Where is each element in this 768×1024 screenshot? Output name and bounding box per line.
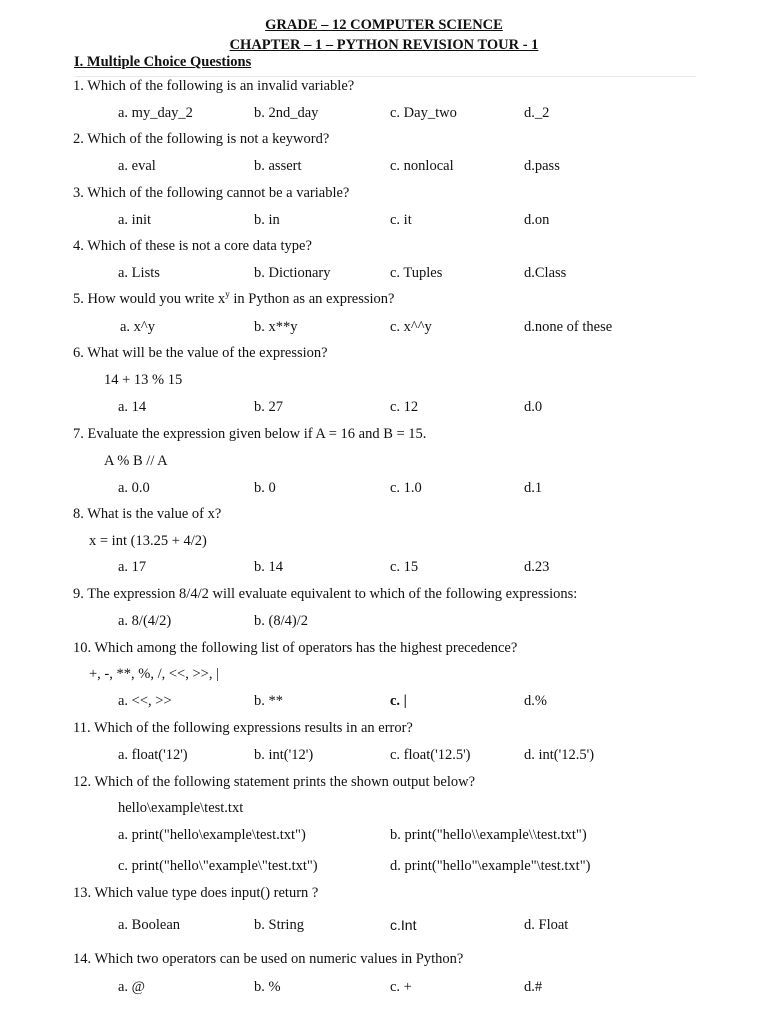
question-6: 6. What will be the value of the expression? xyxy=(73,345,328,361)
question-5 xyxy=(73,291,394,308)
option-5b: b. x**y xyxy=(254,319,298,335)
expression-12: hello\example\test.txt xyxy=(118,800,244,816)
question-11: 11. Which of the following expressions results in an error? xyxy=(73,720,413,736)
option-3c: c. it xyxy=(390,212,412,228)
question-3: 3. Which of the following cannot be a variable? xyxy=(73,185,350,201)
option-1a: a. my_day_2 xyxy=(118,105,193,121)
option-10c: c. | xyxy=(390,693,407,709)
question-13: 13. Which value type does input() return ? xyxy=(73,885,319,901)
option-7a: a. 0.0 xyxy=(118,480,150,496)
option-6d: d.0 xyxy=(524,399,543,415)
option-2d: d.pass xyxy=(524,158,560,174)
option-13c: c.Int xyxy=(390,917,417,933)
option-2a: a. eval xyxy=(118,158,156,174)
option-1d: d._2 xyxy=(524,105,550,121)
question-5-superscript: y xyxy=(225,289,230,299)
option-5c: c. x^^y xyxy=(390,319,432,335)
option-11b: b. int('12') xyxy=(254,747,314,763)
option-12a: a. print("hello\example\test.txt") xyxy=(118,827,306,843)
option-14b: b. % xyxy=(254,979,281,995)
option-4a: a. Lists xyxy=(118,265,160,281)
divider xyxy=(74,76,696,77)
question-4: 4. Which of these is not a core data type? xyxy=(73,238,312,254)
option-7b: b. 0 xyxy=(254,480,276,496)
option-3a: a. init xyxy=(118,212,152,228)
question-2: 2. Which of the following is not a keyword? xyxy=(73,131,330,147)
option-10d: d.% xyxy=(524,693,547,709)
option-12d: d. print("hello"\example"\test.txt") xyxy=(390,858,591,874)
option-11a: a. float('12') xyxy=(118,747,188,763)
option-1c: c. Day_two xyxy=(390,105,457,121)
option-4d: d.Class xyxy=(524,265,567,281)
option-5a: a. x^y xyxy=(120,319,155,335)
question-14: 14. Which two operators can be used on numeric values in Python? xyxy=(73,951,464,967)
question-10: 10. Which among the following list of operators has the highest precedence? xyxy=(73,640,518,656)
option-14c: c. + xyxy=(390,979,412,995)
option-9a: a. 8/(4/2) xyxy=(118,613,172,629)
expression-8: x = int (13.25 + 4/2) xyxy=(89,533,207,549)
option-8d: d.23 xyxy=(524,559,550,575)
section-heading: I. Multiple Choice Questions xyxy=(74,54,252,70)
option-6c: c. 12 xyxy=(390,399,419,415)
option-11c: c. float('12.5') xyxy=(390,747,471,763)
question-12: 12. Which of the following statement prints the shown output below? xyxy=(73,774,476,790)
question-5-text-end: in Python as an expression? xyxy=(229,291,395,307)
option-6a: a. 14 xyxy=(118,399,147,415)
option-11d: d. int('12.5') xyxy=(524,747,595,763)
option-14d: d.# xyxy=(524,979,543,995)
option-2b: b. assert xyxy=(254,158,302,174)
option-3b: b. in xyxy=(254,212,280,228)
expression-10: +, -, **, %, /, <<, >>, | xyxy=(89,666,219,682)
option-13b: b. String xyxy=(254,917,304,933)
expression-6: 14 + 13 % 15 xyxy=(104,372,183,388)
question-8: 8. What is the value of x? xyxy=(73,506,222,522)
question-9: 9. The expression 8/4/2 will evaluate equivalent to which of the following expressions: xyxy=(73,586,578,602)
option-10a: a. <<, >> xyxy=(118,693,172,709)
question-5-text-start: 5. How would you write x xyxy=(73,291,226,307)
option-10b: b. ** xyxy=(254,693,283,709)
option-5d: d.none of these xyxy=(524,319,613,335)
option-12b: b. print("hello\\example\\test.txt") xyxy=(390,827,587,843)
question-7: 7. Evaluate the expression given below if A = 16 and B = 15. xyxy=(73,426,427,442)
option-7d: d.1 xyxy=(524,480,543,496)
option-8a: a. 17 xyxy=(118,559,147,575)
expression-7: A % B // A xyxy=(104,453,168,469)
option-1b: b. 2nd_day xyxy=(254,105,319,121)
option-9b: b. (8/4)/2 xyxy=(254,613,308,629)
option-8c: c. 15 xyxy=(390,559,419,575)
question-1: 1. Which of the following is an invalid variable? xyxy=(73,78,355,94)
option-8b: b. 14 xyxy=(254,559,283,575)
option-13d: d. Float xyxy=(524,917,569,933)
chapter-title: CHAPTER – 1 – PYTHON REVISION TOUR - 1 xyxy=(229,37,539,53)
document-title: GRADE – 12 COMPUTER SCIENCE xyxy=(265,17,503,33)
option-7c: c. 1.0 xyxy=(390,480,422,496)
option-4c: c. Tuples xyxy=(390,265,443,281)
option-13a: a. Boolean xyxy=(118,917,181,933)
option-14a: a. @ xyxy=(118,979,146,995)
option-6b: b. 27 xyxy=(254,399,283,415)
option-12c: c. print("hello\"example\"test.txt") xyxy=(118,858,318,874)
option-3d: d.on xyxy=(524,212,550,228)
option-4b: b. Dictionary xyxy=(254,265,331,281)
option-2c: c. nonlocal xyxy=(390,158,454,174)
